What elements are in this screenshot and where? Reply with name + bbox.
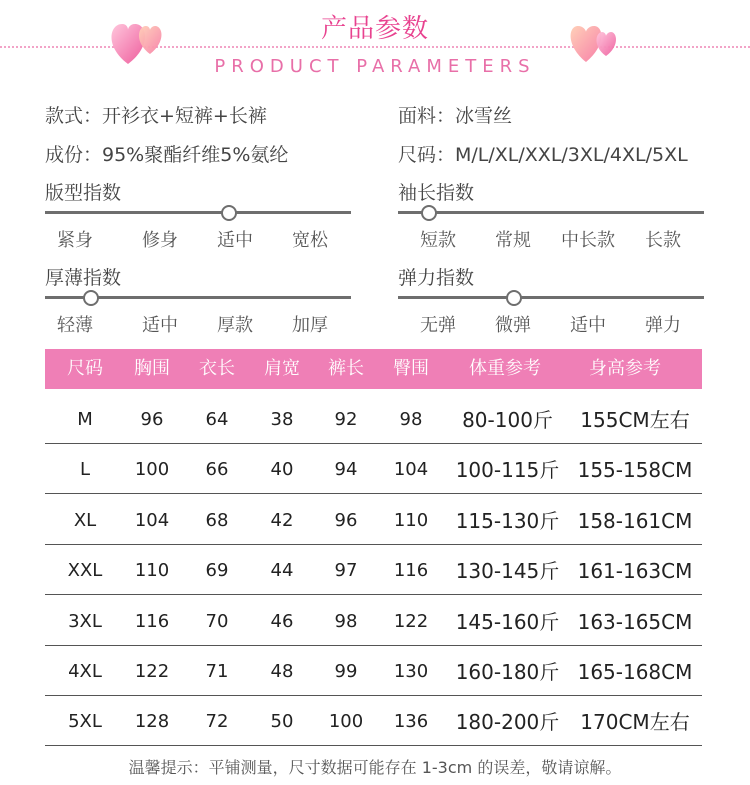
table-cell: L — [79, 459, 91, 481]
scale-label: 弹力 — [645, 315, 681, 336]
index-elasticity — [398, 263, 704, 343]
row-divider — [45, 695, 702, 696]
table-cell: 42 — [270, 509, 294, 531]
index-title: 版型指数 — [45, 182, 122, 204]
table-cell: 97 — [334, 560, 358, 582]
spec-fabric: 面料：冰雪丝 — [398, 105, 513, 127]
scale-label: 适中 — [142, 315, 178, 336]
spec-composition: 成份：95%聚酯纤维5%氨纶 — [45, 144, 289, 166]
table-cell: XXL — [67, 560, 103, 582]
column-header: 衣长 — [199, 358, 235, 379]
table-cell: 68 — [205, 509, 229, 531]
heart-icon — [108, 16, 168, 68]
table-cell: 5XL — [68, 711, 102, 733]
table-cell: 155CM左右 — [580, 408, 690, 432]
table-cell: 122 — [393, 610, 429, 632]
index-sleeve — [398, 178, 704, 258]
table-cell: 136 — [393, 711, 429, 733]
table-cell: 163-165CM — [577, 609, 693, 634]
table-row — [45, 697, 702, 747]
table-cell: 165-168CM — [577, 660, 693, 684]
scale-label: 中长款 — [561, 230, 615, 251]
table-cell: 180-200斤 — [455, 710, 560, 735]
table-cell: 99 — [334, 661, 358, 682]
table-cell: 38 — [270, 409, 294, 430]
table-row — [45, 395, 702, 445]
scale-label: 适中 — [570, 315, 606, 336]
table-cell: 116 — [134, 610, 170, 632]
heart-icon — [560, 16, 620, 68]
scale-label: 无弹 — [420, 315, 456, 336]
scale-label: 厚款 — [217, 315, 253, 336]
table-cell: 48 — [270, 661, 294, 682]
table-cell: 66 — [205, 459, 229, 481]
table-cell: 44 — [270, 560, 294, 582]
scale-knob — [506, 290, 522, 306]
index-fit — [45, 178, 351, 258]
scale-label: 短款 — [420, 230, 456, 251]
row-divider — [45, 443, 702, 444]
table-cell: 50 — [270, 711, 294, 733]
table-cell: 122 — [134, 661, 170, 682]
table-cell: 161-163CM — [577, 559, 693, 584]
scale-label: 适中 — [217, 230, 253, 251]
table-cell: 155-158CM — [577, 458, 693, 483]
table-cell: 96 — [140, 409, 164, 430]
table-cell: 80-100斤 — [462, 408, 553, 432]
row-divider — [45, 594, 702, 595]
column-header: 身高参考 — [589, 358, 661, 379]
table-cell: 100-115斤 — [455, 458, 560, 483]
column-header: 胸围 — [134, 358, 170, 379]
column-header: 肩宽 — [264, 358, 300, 379]
scale-label: 宽松 — [292, 230, 328, 251]
table-cell: 158-161CM — [577, 508, 693, 533]
scale-label: 长款 — [645, 230, 681, 251]
table-row — [45, 445, 702, 495]
scale-line — [398, 211, 704, 214]
row-divider — [45, 493, 702, 494]
index-title: 袖长指数 — [398, 182, 475, 204]
table-row — [45, 496, 702, 546]
table-cell: 130 — [393, 661, 429, 682]
spec-style: 款式：开衫衣+短裤+长裤 — [45, 105, 267, 127]
table-cell: 128 — [134, 711, 170, 733]
scale-label: 常规 — [495, 230, 531, 251]
index-title: 弹力指数 — [398, 267, 475, 289]
table-row — [45, 597, 702, 647]
table-cell: 3XL — [68, 610, 102, 632]
index-thickness — [45, 263, 351, 343]
table-cell: 104 — [134, 509, 170, 531]
table-cell: 170CM左右 — [580, 710, 690, 735]
scale-knob — [221, 205, 237, 221]
table-cell: 98 — [334, 610, 358, 632]
table-cell: 100 — [134, 459, 170, 481]
table-cell: 94 — [334, 459, 358, 481]
column-header: 臀围 — [393, 358, 429, 379]
scale-line — [398, 296, 704, 299]
table-cell: 46 — [270, 610, 294, 632]
scale-label: 紧身 — [57, 230, 93, 251]
column-header: 裤长 — [328, 358, 364, 379]
table-cell: M — [77, 409, 93, 430]
row-divider — [45, 745, 702, 746]
table-cell: 40 — [270, 459, 294, 481]
size-table-header — [45, 349, 702, 389]
table-cell: 160-180斤 — [455, 660, 560, 684]
table-cell: 98 — [399, 409, 423, 430]
scale-label: 加厚 — [292, 315, 328, 336]
scale-knob — [83, 290, 99, 306]
table-cell: 100 — [328, 711, 364, 733]
table-cell: 96 — [334, 509, 358, 531]
table-cell: 130-145斤 — [455, 559, 560, 584]
table-cell: 116 — [393, 560, 429, 582]
table-cell: 92 — [334, 409, 358, 430]
table-cell: XL — [73, 509, 97, 531]
scale-label: 修身 — [142, 230, 178, 251]
measurement-note: 温馨提示：平铺测量，尺寸数据可能存在 1-3cm 的误差，敬请谅解。 — [128, 758, 622, 777]
table-cell: 145-160斤 — [455, 609, 560, 634]
table-cell: 4XL — [68, 661, 102, 682]
table-cell: 70 — [205, 610, 229, 632]
column-header: 尺码 — [67, 358, 103, 379]
table-cell: 72 — [205, 711, 229, 733]
table-row — [45, 647, 702, 697]
page-title: 产品参数 — [320, 14, 429, 44]
row-divider — [45, 645, 702, 646]
table-cell: 69 — [205, 560, 229, 582]
scale-knob — [421, 205, 437, 221]
page-subtitle: PRODUCT PARAMETERS — [214, 56, 536, 77]
table-cell: 71 — [205, 661, 229, 682]
spec-sizes: 尺码：M/L/XL/XXL/3XL/4XL/5XL — [398, 144, 688, 166]
column-header: 体重参考 — [469, 358, 541, 379]
table-row — [45, 546, 702, 596]
scale-label: 微弹 — [495, 315, 531, 336]
table-cell: 104 — [393, 459, 429, 481]
table-cell: 64 — [205, 409, 229, 430]
table-cell: 110 — [393, 509, 429, 531]
scale-line — [45, 211, 351, 214]
table-cell: 110 — [134, 560, 170, 582]
index-title: 厚薄指数 — [45, 267, 122, 289]
table-cell: 115-130斤 — [455, 508, 560, 533]
scale-label: 轻薄 — [57, 315, 93, 336]
row-divider — [45, 544, 702, 545]
